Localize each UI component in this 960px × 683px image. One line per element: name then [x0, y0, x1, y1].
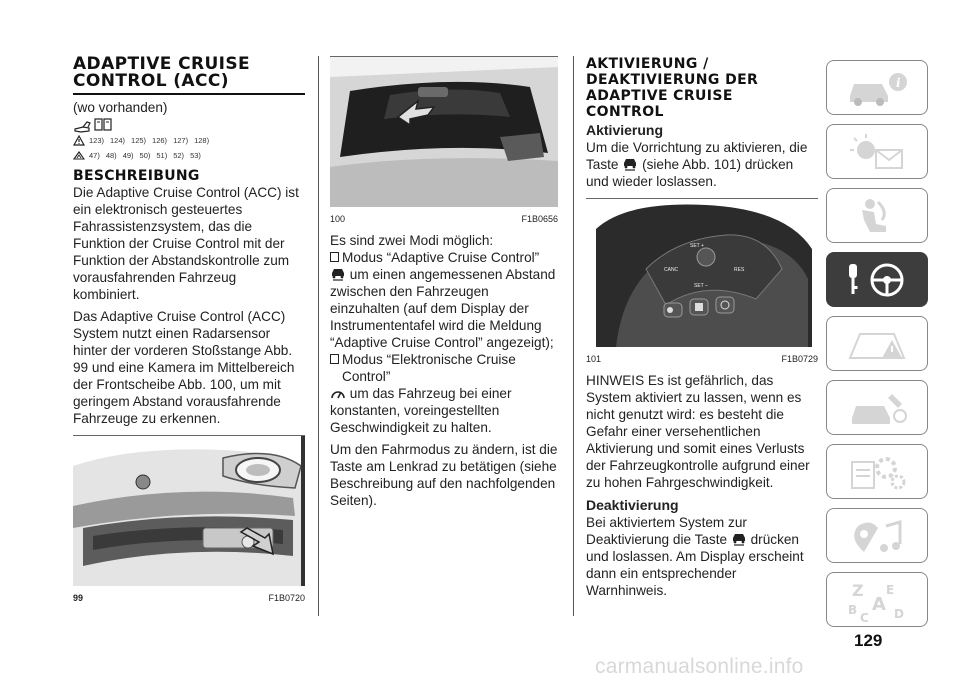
paragraph-mode-change: Um den Fahrmodus zu ändern, ist die Taste am Lenkrad zu betätigen (siehe Beschreibung auf den nachfolgenden Seiten). — [330, 442, 558, 508]
title-rule — [73, 93, 305, 95]
paragraph-activation: Um die Vorrichtung zu aktivieren, die Taste (siehe Abb. 101) drücken und wieder loslassen. — [586, 140, 808, 189]
column-divider-2 — [573, 56, 574, 616]
caution-refs-1 — [73, 149, 305, 161]
watermark: carmanualsonline.info — [595, 655, 804, 678]
tab-car-info[interactable] — [826, 60, 928, 115]
wheel-label-canc: CANC — [664, 267, 679, 273]
warning-note: HINWEIS Es ist gefährlich, das System aktiviert zu lassen, wenn es nicht genutzt wird: es besteht die Gefahr einer versehentlichen Aktivierung und somit eines Verlusts der Fahrzeugkontrolle aufgrund einer zu hohen Fahrgeschwindigkeit. — [586, 373, 810, 490]
tab-emergency[interactable] — [826, 316, 928, 371]
list-item-adaptive: Modus “Adaptive Cruise Control” — [330, 249, 558, 266]
column-3 — [586, 56, 818, 599]
paragraph-deactivation: Bei aktiviertem System zur Deaktivierung die Taste drücken und loslassen. Am Display erscheint dann ein entsprechender Warnhinweis. — [586, 515, 804, 598]
figure-number: 100 — [330, 214, 346, 224]
svg-text:Z: Z — [852, 580, 864, 600]
figure-code: F1B0729 — [781, 354, 818, 364]
tab-multimedia[interactable] — [826, 508, 928, 563]
caution-hand-icon — [73, 150, 85, 161]
figure-number: 101 — [586, 354, 602, 364]
bullet-box — [330, 354, 339, 364]
bullet-box — [330, 252, 339, 262]
warning-refs-1 — [73, 134, 305, 146]
ref-number: 50) — [139, 150, 151, 160]
modes-intro: Es sind zwei Modi möglich: — [330, 233, 494, 248]
paragraph-description-2: Das Adaptive Cruise Control (ACC) System nutzt einen Radarsensor hinter der vorderen Stoßstange Abb. 99 und eine Kamera im Mittelbereich der Frontscheibe Abb. 100, um mit geringem Abstand vorausfahrende Fahrzeuge zu erkennen. — [73, 309, 295, 426]
ref-number: 128) — [194, 135, 210, 145]
tab-starting-driving[interactable] — [826, 252, 928, 307]
warning-ref-list — [89, 136, 209, 145]
svg-text:A: A — [872, 593, 886, 615]
ref-number: 47) — [89, 150, 100, 160]
index-letters-icon — [842, 578, 912, 622]
figure-100 — [330, 56, 558, 224]
warning-road-icon — [842, 324, 912, 364]
tab-index[interactable] — [826, 572, 928, 627]
multimedia-icon — [842, 516, 912, 556]
svg-text:B: B — [848, 602, 858, 617]
windshield-camera-image — [330, 57, 558, 207]
list-item-electronic: Modus “Elektronische Cruise Control” — [330, 351, 558, 385]
paragraph-description-1: Die Adaptive Cruise Control (ACC) ist ein elektronisch gesteuertes Fahrassistenzsystem, das die Funktion der Cruise Control mit der Funktion der Abstandskontrolle zum vorausfahrenden Fahrzeug kombiniert. — [73, 185, 299, 302]
list-item-adaptive-text: um einen angemessenen Abstand zwischen den Fahrzeugen einzuhalten (auf dem Display der Instrumententafel wird die Meldung “Adaptive Cruise Control” angezeigt); — [330, 267, 556, 350]
steering-wheel-buttons-image — [586, 199, 818, 347]
warning-triangle-icon — [73, 135, 85, 146]
page-title: ADAPTIVE CRUISE CONTROL (ACC) — [73, 54, 251, 91]
column-divider-1 — [318, 56, 319, 616]
figure-code: F1B0720 — [268, 593, 305, 603]
warning-lights-icon — [842, 132, 912, 172]
acc-car-distance-icon — [330, 268, 346, 281]
hand-book-icon — [73, 117, 115, 133]
figure-code: F1B0656 — [521, 214, 558, 224]
list-item-electronic-text: um das Fahrzeug bei einer konstanten, voreingestellten Geschwindigkeit zu halten. — [330, 386, 512, 435]
ref-number: 127) — [173, 135, 189, 145]
figure-99 — [73, 435, 305, 603]
figure-number: 99 — [73, 593, 84, 603]
subheading-deaktivierung: Deaktivierung — [586, 497, 679, 513]
svg-text:D: D — [894, 606, 904, 621]
wheel-label-set-minus: SET – — [694, 283, 708, 289]
acc-car-distance-icon — [731, 533, 747, 546]
car-maintenance-icon — [842, 388, 912, 428]
tab-safety[interactable] — [826, 188, 928, 243]
ref-number: 48) — [105, 150, 117, 160]
svg-text:i: i — [896, 75, 901, 90]
acc-car-distance-icon — [622, 158, 638, 171]
ref-number: 51) — [156, 150, 168, 160]
ref-number: 53) — [190, 150, 201, 160]
tab-technical-data[interactable] — [826, 444, 928, 499]
tab-warning-lights[interactable] — [826, 124, 928, 179]
caution-ref-list — [89, 151, 201, 160]
subheading-aktivierung: Aktivierung — [586, 122, 664, 138]
steering-wheel-key-icon — [837, 258, 917, 302]
wheel-label-res: RES — [734, 267, 745, 273]
column-1 — [73, 56, 305, 603]
svg-text:E: E — [886, 582, 895, 597]
section-title-activation: AKTIVIERUNG / DEAKTIVIERUNG DER ADAPTIVE CRUISE CONTROL — [586, 56, 759, 120]
ref-number: 124) — [110, 135, 126, 145]
availability-note: (wo vorhanden) — [73, 100, 168, 115]
figure-101 — [586, 198, 818, 364]
ref-number: 52) — [173, 150, 185, 160]
ref-number: 123) — [89, 135, 105, 145]
ref-number: 126) — [152, 135, 168, 145]
ref-number: 125) — [131, 135, 147, 145]
figure-101-caption — [586, 352, 818, 364]
car-front-radar-image — [73, 436, 305, 586]
svg-text:C: C — [860, 610, 869, 622]
ref-number: 49) — [122, 150, 134, 160]
figure-99-caption — [73, 591, 305, 603]
column-2 — [330, 56, 558, 509]
section-title-beschreibung: BESCHREIBUNG — [73, 168, 200, 184]
gears-service-icon — [842, 452, 912, 492]
page-number: 129 — [854, 631, 883, 650]
seat-airbag-icon — [842, 196, 912, 236]
speedometer-icon — [330, 387, 346, 400]
wheel-label-set-plus: SET + — [690, 243, 704, 249]
chapter-tabs — [826, 60, 930, 636]
figure-100-caption — [330, 212, 558, 224]
hand-book-icon-row — [73, 119, 305, 131]
tab-maintenance[interactable] — [826, 380, 928, 435]
car-info-icon — [842, 68, 912, 108]
